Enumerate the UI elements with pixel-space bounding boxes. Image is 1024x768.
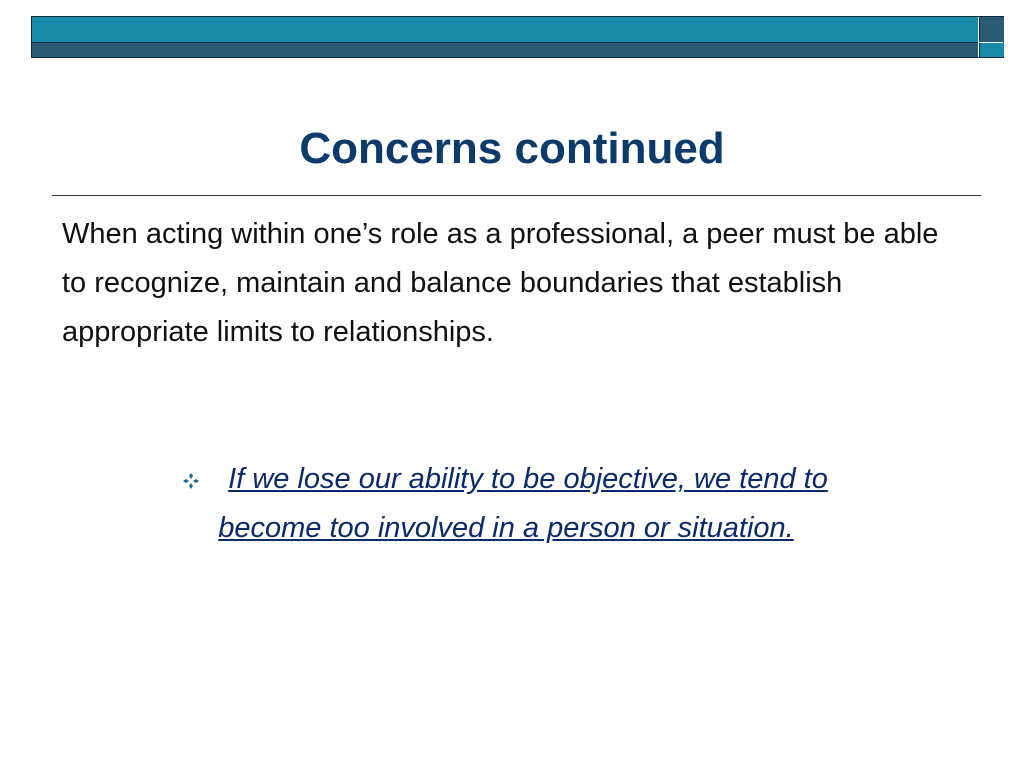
header-bar-top-stripe — [32, 17, 978, 42]
header-corner-square-top — [979, 17, 1004, 42]
title-underline-rule — [52, 195, 981, 196]
header-bar-bottom-stripe — [32, 43, 978, 57]
header-decoration-bar — [31, 16, 1004, 58]
bullet-text: If we lose our ability to be objective, we tend to become too involved in a person or situation. — [218, 463, 828, 544]
bullet-item — [176, 455, 836, 553]
header-corner-square-bottom — [979, 43, 1004, 57]
body-paragraph: When acting within one’s role as a professional, a peer must be able to recognize, maintain and balance boundaries that establish appropriate limits to relationships. — [62, 218, 939, 348]
slide-title: Concerns continued — [299, 124, 725, 173]
